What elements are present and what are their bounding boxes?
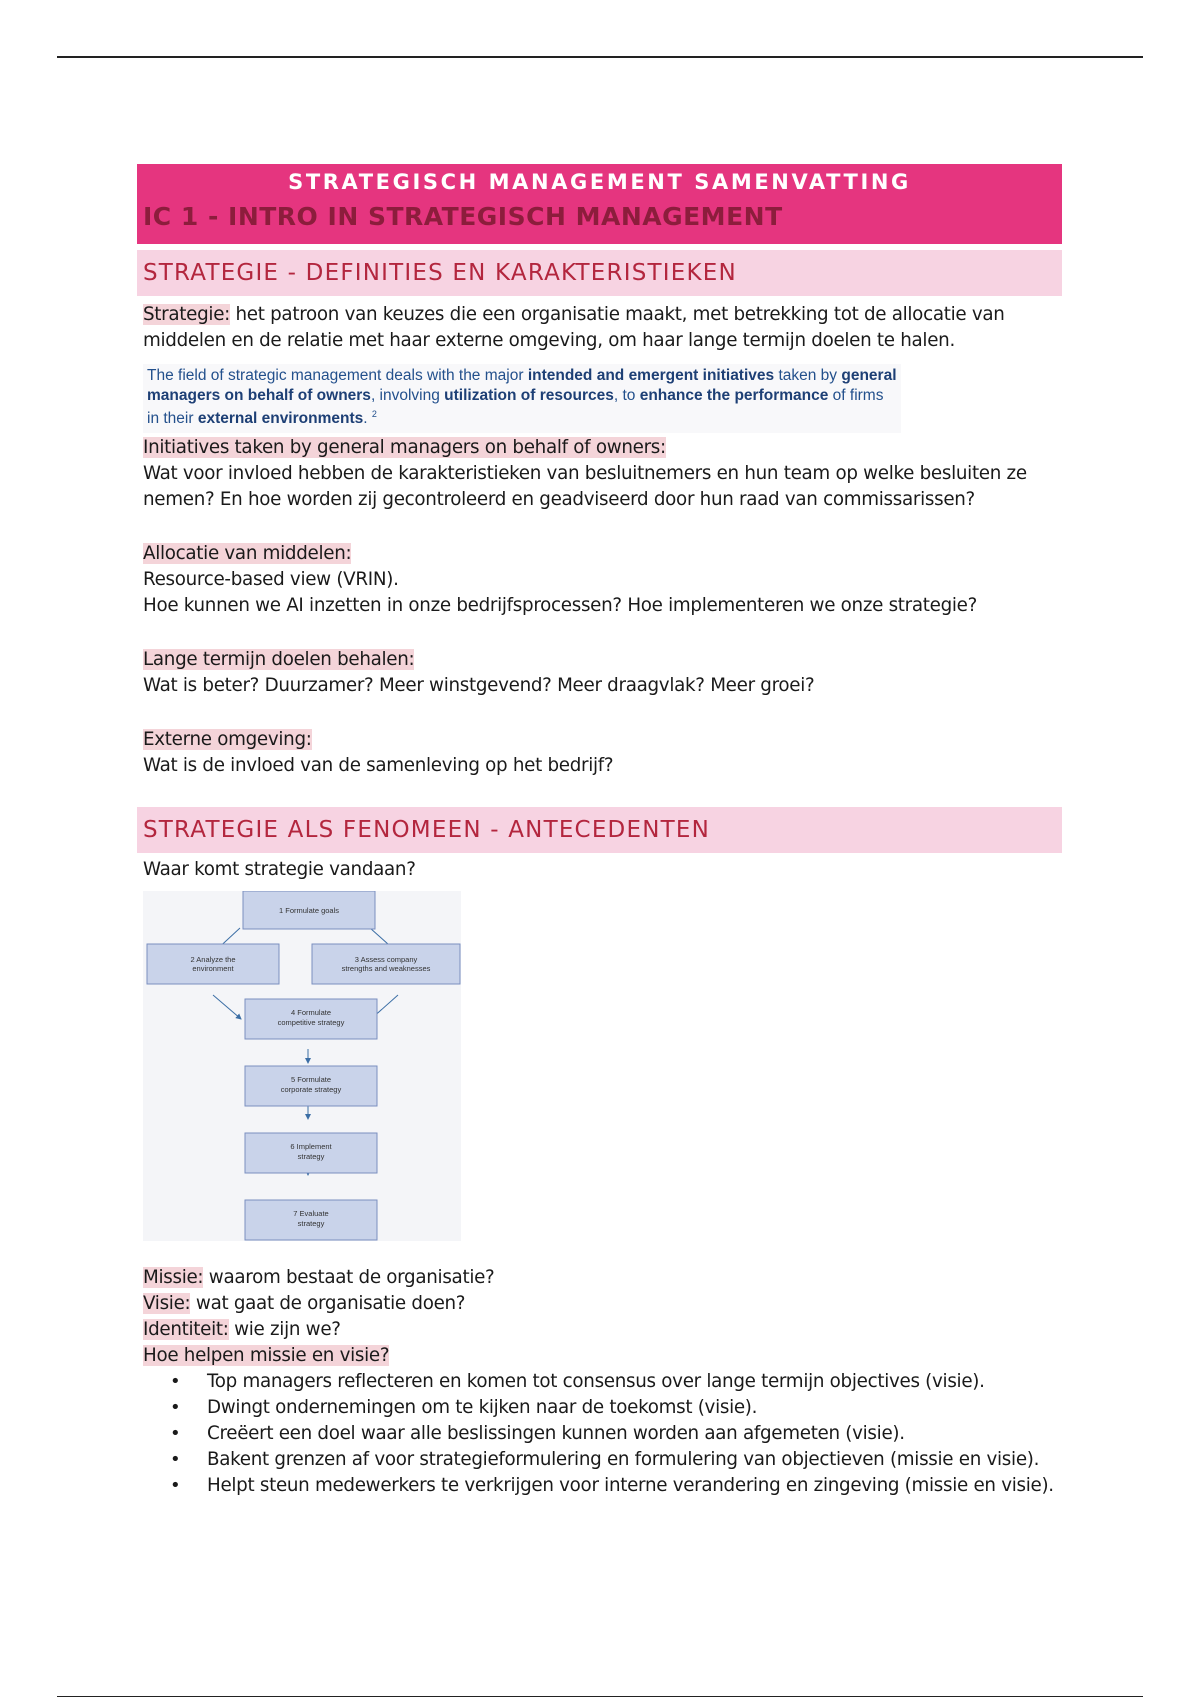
missie-text: waarom bestaat de organisatie? <box>203 1266 495 1288</box>
list-item: • Creëert een doel waar alle beslissingen kunnen worden aan afgemeten (visie). <box>207 1421 1062 1447</box>
section-heading-antecedenten <box>137 807 1062 853</box>
strategic-management-quote <box>143 364 901 433</box>
diagram-label: corporate strategy <box>280 1084 342 1094</box>
bottom-rule <box>57 1696 1143 1697</box>
missie-term: Missie: <box>143 1266 204 1288</box>
visie-text: wat gaat de organisatie doen? <box>190 1292 466 1314</box>
antecedenten-intro: Waar komt strategie vandaan? <box>143 858 416 880</box>
top-rule <box>57 56 1143 58</box>
externe-omgeving-block <box>137 727 1062 779</box>
diagram-label: strategy <box>297 1218 325 1228</box>
quote-emphasis: enhance the performance <box>639 386 829 404</box>
list-item: • Helpt steun medewerkers te verkrijgen voor interne verandering en zingeving (missie en visie). <box>207 1473 1062 1499</box>
quote-text: , to <box>613 386 640 404</box>
definition-text-2: middelen en de relatie met haar externe omgeving, om haar lange termijn doelen te halen. <box>143 330 955 351</box>
allocatie-block <box>137 541 1062 619</box>
diagram-label: 1 Formulate goals <box>278 905 340 915</box>
missie-visie-bullets <box>137 1369 1062 1499</box>
quote-text: . <box>363 410 372 428</box>
quote-emphasis: general managers on behalf of owners <box>147 367 897 404</box>
visie-term: Visie: <box>143 1292 191 1314</box>
diagram-label: strategy <box>297 1151 325 1161</box>
externe-omgeving-heading: Externe omgeving: <box>143 728 312 750</box>
help-heading: Hoe helpen missie en visie? <box>143 1344 390 1366</box>
quote-text: taken by <box>774 367 842 384</box>
document-title: STRATEGISCH MANAGEMENT SAMENVATTING <box>288 170 911 194</box>
diagram-label: strengths and weaknesses <box>341 963 431 973</box>
initiatives-heading: Initiatives taken by general managers on behalf of owners: <box>143 436 666 458</box>
initiatives-block <box>137 435 1062 513</box>
section-heading-definities <box>137 250 1062 296</box>
identiteit-text: wie zijn we? <box>228 1318 341 1340</box>
definition-term: Strategie: <box>143 304 230 325</box>
quote-emphasis: external environments <box>197 410 364 428</box>
document-page <box>137 164 1062 1499</box>
quote-text: The field of strategic management deals with the major <box>147 367 528 384</box>
title-band <box>137 164 1062 244</box>
diagram-label: environment <box>192 963 234 973</box>
list-item: • Dwingt ondernemingen om te kijken naar de toekomst (visie). <box>207 1395 1062 1421</box>
footnote-marker: 2 <box>371 409 377 419</box>
allocatie-text-1: Resource-based view (VRIN). <box>143 568 399 590</box>
chapter-title: IC 1 - INTRO IN STRATEGISCH MANAGEMENT <box>143 202 783 231</box>
identiteit-term: Identiteit: <box>143 1318 229 1340</box>
list-item: • Bakent grenzen af voor strategieformulering en formulering van objectieven (missie en visie). <box>207 1447 1062 1473</box>
strategy-process-diagram <box>143 891 461 1241</box>
allocatie-heading: Allocatie van middelen: <box>143 542 352 564</box>
section-title: STRATEGIE ALS FENOMEEN - ANTECEDENTEN <box>143 816 710 843</box>
allocatie-text-2: Hoe kunnen we AI inzetten in onze bedrijfsprocessen? Hoe implementeren we onze strategie? <box>143 594 978 616</box>
lange-termijn-block <box>137 647 1062 699</box>
diagram-label: 6 Implement <box>290 1141 332 1151</box>
initiatives-text-1: Wat voor invloed hebben de karakteristieken van besluitnemers en hun team op welke besluiten ze <box>143 462 1027 484</box>
quote-emphasis: utilization of resources <box>444 386 614 404</box>
lange-termijn-heading: Lange termijn doelen behalen: <box>143 648 415 670</box>
initiatives-text-2: nemen? En hoe worden zij gecontroleerd en geadviseerd door hun raad van commissarissen? <box>143 488 975 510</box>
quote-text: , involving <box>370 386 445 404</box>
diagram-label: 4 Formulate <box>290 1007 332 1017</box>
diagram-label: competitive strategy <box>277 1017 345 1027</box>
quote-emphasis: intended and emergent initiatives <box>527 367 775 384</box>
strategie-definition <box>137 302 1062 354</box>
lange-termijn-text: Wat is beter? Duurzamer? Meer winstgevend? Meer draagvlak? Meer groei? <box>143 674 815 696</box>
diagram-label: 2 Analyze the <box>190 954 236 964</box>
diagram-label: 3 Assess company <box>354 954 418 964</box>
quote-text: of firms in their <box>147 386 884 428</box>
diagram-label: 7 Evaluate <box>293 1208 329 1218</box>
externe-omgeving-text: Wat is de invloed van de samenleving op het bedrijf? <box>143 754 614 776</box>
missie-visie-block <box>137 1265 1062 1369</box>
diagram-label: 5 Formulate <box>290 1074 332 1084</box>
section-title: STRATEGIE - DEFINITIES EN KARAKTERISTIEKEN <box>143 260 737 286</box>
definition-text-1: het patroon van keuzes die een organisatie maakt, met betrekking tot de allocatie van <box>230 304 1005 325</box>
list-item: • Top managers reflecteren en komen tot consensus over lange termijn objectives (visie). <box>207 1369 1062 1395</box>
